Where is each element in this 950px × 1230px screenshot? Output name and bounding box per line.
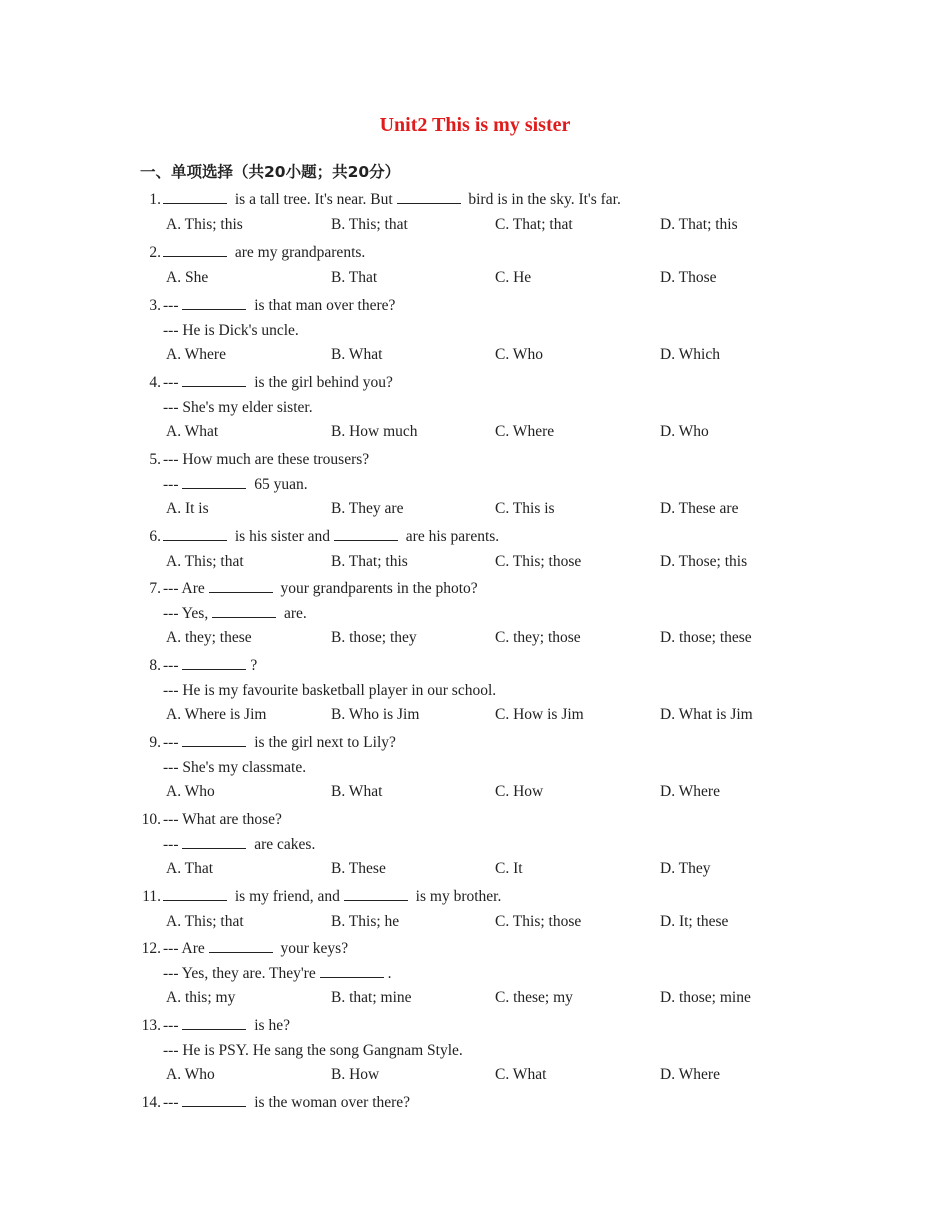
answer-blank	[182, 1015, 246, 1030]
answer-option[interactable]: D. Where	[660, 1066, 720, 1083]
answer-option[interactable]: C. they; those	[495, 629, 581, 646]
answer-option[interactable]: B. What	[331, 783, 383, 800]
question-number: 14.	[141, 1094, 161, 1111]
options-row	[0, 986, 950, 1011]
question-item	[0, 937, 950, 1011]
page-title: Unit2 This is my sister	[379, 114, 571, 136]
question-item	[0, 577, 950, 651]
answer-option[interactable]: A. Where	[166, 346, 226, 363]
question-number: 4.	[149, 374, 161, 391]
answer-option[interactable]: D. those; mine	[660, 989, 751, 1006]
answer-option[interactable]: B. That; this	[331, 552, 408, 570]
answer-option[interactable]: C. What	[495, 1066, 547, 1083]
answer-option[interactable]: D. It; these	[660, 912, 729, 930]
answer-option[interactable]: D. Where	[660, 783, 720, 800]
question-text: --- Are your keys?	[163, 940, 349, 957]
question-text: --- He is my favourite basketball player in our school.	[163, 681, 497, 699]
question-line	[0, 962, 950, 987]
question-line	[0, 602, 950, 627]
question-text: --- Are your grandparents in the photo?	[163, 580, 478, 597]
answer-blank	[397, 189, 461, 204]
answer-option[interactable]: A. this; my	[166, 989, 236, 1006]
question-line	[0, 577, 950, 602]
answer-blank	[182, 655, 246, 670]
question-text: --- He is PSY. He sang the song Gangnam Style.	[163, 1041, 463, 1059]
section-heading: 一、单项选择（共20小题；共20分）	[140, 163, 401, 181]
answer-option[interactable]: B. How	[331, 1066, 380, 1083]
question-number: 13.	[141, 1017, 161, 1034]
question-number: 12.	[141, 940, 161, 957]
answer-blank	[163, 242, 227, 257]
question-line	[0, 756, 950, 781]
answer-option[interactable]: A. Who	[166, 783, 215, 800]
answer-option[interactable]: D. Who	[660, 423, 709, 440]
question-line	[0, 188, 950, 213]
question-text: --- ?	[163, 657, 258, 674]
question-text: --- Yes, they are. They're .	[163, 964, 392, 982]
answer-option[interactable]: D. Those	[660, 268, 717, 286]
answer-blank	[209, 938, 273, 953]
question-text: --- are cakes.	[163, 835, 316, 853]
question-item	[0, 1091, 950, 1116]
question-line	[0, 396, 950, 421]
answer-option[interactable]: B. How much	[331, 423, 418, 440]
options-row	[0, 343, 950, 368]
question-text: --- 65 yuan.	[163, 475, 308, 493]
question-number: 1.	[149, 191, 161, 208]
answer-option[interactable]: C. This is	[495, 500, 555, 517]
answer-option[interactable]: A. What	[166, 423, 219, 440]
question-text: --- is the woman over there?	[163, 1094, 411, 1111]
answer-blank	[212, 603, 276, 618]
question-item	[0, 241, 950, 290]
question-item	[0, 188, 950, 237]
answer-option[interactable]: D. Which	[660, 346, 720, 363]
answer-option[interactable]: A. She	[166, 268, 209, 286]
question-line	[0, 525, 950, 550]
question-text: --- She's my classmate.	[163, 758, 307, 776]
answer-option[interactable]: D. What is Jim	[660, 706, 753, 723]
answer-option[interactable]: B. They are	[331, 500, 404, 517]
options-row	[0, 703, 950, 728]
options-row	[0, 1063, 950, 1088]
answer-option[interactable]: C. How is Jim	[495, 706, 584, 723]
answer-option[interactable]: B. This; that	[331, 215, 408, 233]
question-line	[0, 937, 950, 962]
question-number: 3.	[149, 297, 161, 314]
answer-blank	[182, 834, 246, 849]
question-line	[0, 1091, 950, 1116]
answer-blank	[182, 1092, 246, 1107]
answer-blank	[320, 963, 384, 978]
answer-option[interactable]: B. This; he	[331, 912, 400, 930]
answer-option[interactable]: A. That	[166, 860, 214, 877]
question-item	[0, 294, 950, 368]
options-row	[0, 910, 950, 935]
options-row	[0, 550, 950, 575]
question-text: --- He is Dick's uncle.	[163, 321, 299, 339]
question-text: --- is the girl behind you?	[163, 374, 393, 391]
answer-blank	[163, 526, 227, 541]
answer-option[interactable]: B. those; they	[331, 629, 417, 646]
answer-option[interactable]: C. He	[495, 268, 532, 286]
answer-option[interactable]: D. Those; this	[660, 552, 748, 570]
question-text: --- What are those?	[163, 811, 282, 828]
question-item	[0, 885, 950, 934]
question-text: is a tall tree. It's near. But bird is in the sky. It's far.	[163, 188, 621, 213]
question-text: --- Yes, are.	[163, 604, 307, 622]
options-row	[0, 420, 950, 445]
answer-blank	[182, 295, 246, 310]
question-number: 2.	[149, 244, 161, 261]
question-line	[0, 833, 950, 858]
answer-option[interactable]: A. Where is Jim	[166, 706, 267, 723]
answer-option[interactable]: B. These	[331, 860, 386, 877]
answer-option[interactable]: B. that; mine	[331, 989, 412, 1006]
answer-option[interactable]: C. It	[495, 860, 523, 877]
answer-option[interactable]: D. These are	[660, 500, 739, 517]
question-item	[0, 808, 950, 882]
question-text: is my friend, and is my brother.	[163, 885, 501, 910]
answer-blank	[163, 886, 227, 901]
answer-blank	[334, 526, 398, 541]
question-line	[0, 679, 950, 704]
question-line	[0, 319, 950, 344]
options-row	[0, 497, 950, 522]
answer-option[interactable]: C. This; those	[495, 552, 582, 570]
question-text: are my grandparents.	[163, 241, 365, 266]
answer-option[interactable]: C. How	[495, 783, 544, 800]
question-item	[0, 654, 950, 728]
question-text: --- is he?	[163, 1017, 290, 1034]
question-line	[0, 448, 950, 473]
answer-option[interactable]: A. This; this	[166, 215, 243, 233]
answer-option[interactable]: D. those; these	[660, 629, 752, 646]
question-text: is his sister and are his parents.	[163, 525, 499, 550]
question-text: --- How much are these trousers?	[163, 451, 370, 468]
question-line	[0, 1014, 950, 1039]
question-line	[0, 473, 950, 498]
question-item	[0, 371, 950, 445]
question-line	[0, 808, 950, 833]
question-text: --- is that man over there?	[163, 297, 396, 314]
answer-blank	[182, 474, 246, 489]
options-row	[0, 626, 950, 651]
question-number: 11.	[142, 888, 161, 905]
question-text: --- is the girl next to Lily?	[163, 734, 396, 751]
answer-option[interactable]: A. This; that	[166, 912, 244, 930]
answer-blank	[182, 372, 246, 387]
answer-option[interactable]: C. This; those	[495, 912, 582, 930]
answer-blank	[209, 578, 273, 593]
question-line	[0, 731, 950, 756]
answer-option[interactable]: B. What	[331, 346, 383, 363]
answer-option[interactable]: B. Who is Jim	[331, 706, 420, 723]
question-line	[0, 885, 950, 910]
question-line	[0, 654, 950, 679]
question-number: 9.	[149, 734, 161, 751]
question-line	[0, 371, 950, 396]
answer-option[interactable]: C. Who	[495, 346, 543, 363]
answer-option[interactable]: C. That; that	[495, 215, 573, 233]
answer-option[interactable]: A. they; these	[166, 629, 252, 646]
question-number: 7.	[149, 580, 161, 597]
question-number: 5.	[149, 451, 161, 468]
question-number: 10.	[141, 811, 161, 828]
question-item	[0, 525, 950, 574]
question-number: 6.	[149, 528, 161, 545]
answer-blank	[163, 189, 227, 204]
answer-blank	[182, 732, 246, 747]
options-row	[0, 780, 950, 805]
answer-option[interactable]: D. That; this	[660, 215, 738, 233]
options-row	[0, 266, 950, 291]
question-item	[0, 1014, 950, 1088]
question-text: --- She's my elder sister.	[163, 398, 313, 416]
options-row	[0, 857, 950, 882]
answer-option[interactable]: C. Where	[495, 423, 555, 440]
question-item	[0, 448, 950, 522]
question-line	[0, 294, 950, 319]
options-row	[0, 213, 950, 238]
answer-option[interactable]: B. That	[331, 268, 378, 286]
answer-option[interactable]: D. They	[660, 860, 711, 877]
question-line	[0, 1039, 950, 1064]
question-number: 8.	[149, 657, 161, 674]
question-item	[0, 731, 950, 805]
answer-blank	[344, 886, 408, 901]
answer-option[interactable]: A. It is	[166, 500, 209, 517]
answer-option[interactable]: C. these; my	[495, 989, 573, 1006]
answer-option[interactable]: A. This; that	[166, 552, 244, 570]
question-line	[0, 241, 950, 266]
answer-option[interactable]: A. Who	[166, 1066, 215, 1083]
